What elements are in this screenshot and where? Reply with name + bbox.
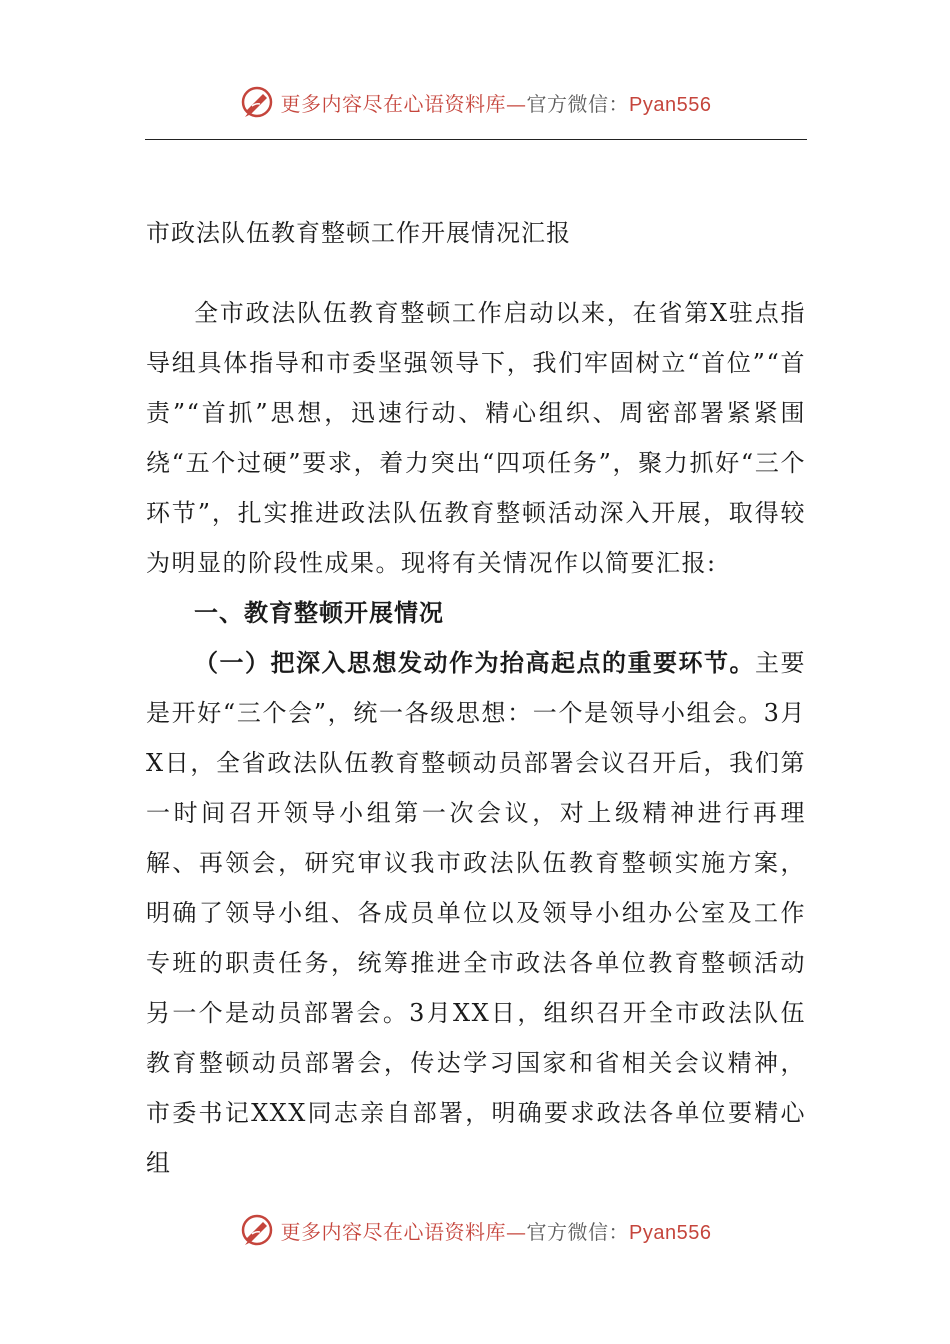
banner-dash: — <box>506 91 527 116</box>
banner-wechat-label: 官方微信： <box>526 1219 630 1244</box>
header-divider <box>145 139 807 140</box>
banner-wechat-label: 官方微信： <box>526 91 630 116</box>
banner-wechat-id: Pyan556 <box>629 1221 712 1244</box>
document-title: 市政法队伍教育整顿工作开展情况汇报 <box>146 219 571 247</box>
banner-main-text: 更多内容尽在心语资料库 <box>280 1219 507 1244</box>
footer-banner <box>0 1210 950 1250</box>
header-banner <box>0 82 950 122</box>
section-heading: 一、教育整顿开展情况 <box>194 598 444 627</box>
banner-dash: — <box>506 1219 527 1244</box>
document-body <box>146 208 806 1188</box>
banner-text <box>281 1216 712 1245</box>
banner-main-text: 更多内容尽在心语资料库 <box>280 91 507 116</box>
pen-circle-logo-icon <box>239 84 275 120</box>
subsection-body: 主要是开好“三个会”，统一各级思想：一个是领导小组会。3月X日，全省政法队伍教育整顿动员部署会议召开后，我们第一时间召开领导小组第一次会议，对上级精神进行再理解、再领会，研究审议我市政法队伍教育整顿实施方案，明确了领导小组、各成员单位以及领导小组办公室及工作专班的职责任务，统筹推进全市政法各单位教育整顿活动另一个是动员部署会。3月XX日，组织召开全市政法队伍教育整顿动员部署会，传达学习国家和省相关会议精神，市委书记XXX同志亲自部署，明确要求政法各单位要精心组 <box>146 649 806 1177</box>
pen-circle-logo-icon <box>239 1212 275 1248</box>
subsection-lead: （一）把深入思想发动作为抬高起点的重要环节。 <box>194 648 755 677</box>
intro-paragraph: 全市政法队伍教育整顿工作启动以来，在省第X驻点指导组具体指导和市委坚强领导下，我们牢固树立“首位”“首责”“首抓”思想，迅速行动、精心组织、周密部署紧紧围绕“五个过硬”要求，着力突出“四项任务”，聚力抓好“三个环节”，扎实推进政法队伍教育整顿活动深入开展，取得较为明显的阶段性成果。现将有关情况作以简要汇报: <box>146 299 806 577</box>
banner-text <box>281 88 712 117</box>
banner-wechat-id: Pyan556 <box>629 93 712 116</box>
subsection-paragraph <box>146 638 806 1188</box>
